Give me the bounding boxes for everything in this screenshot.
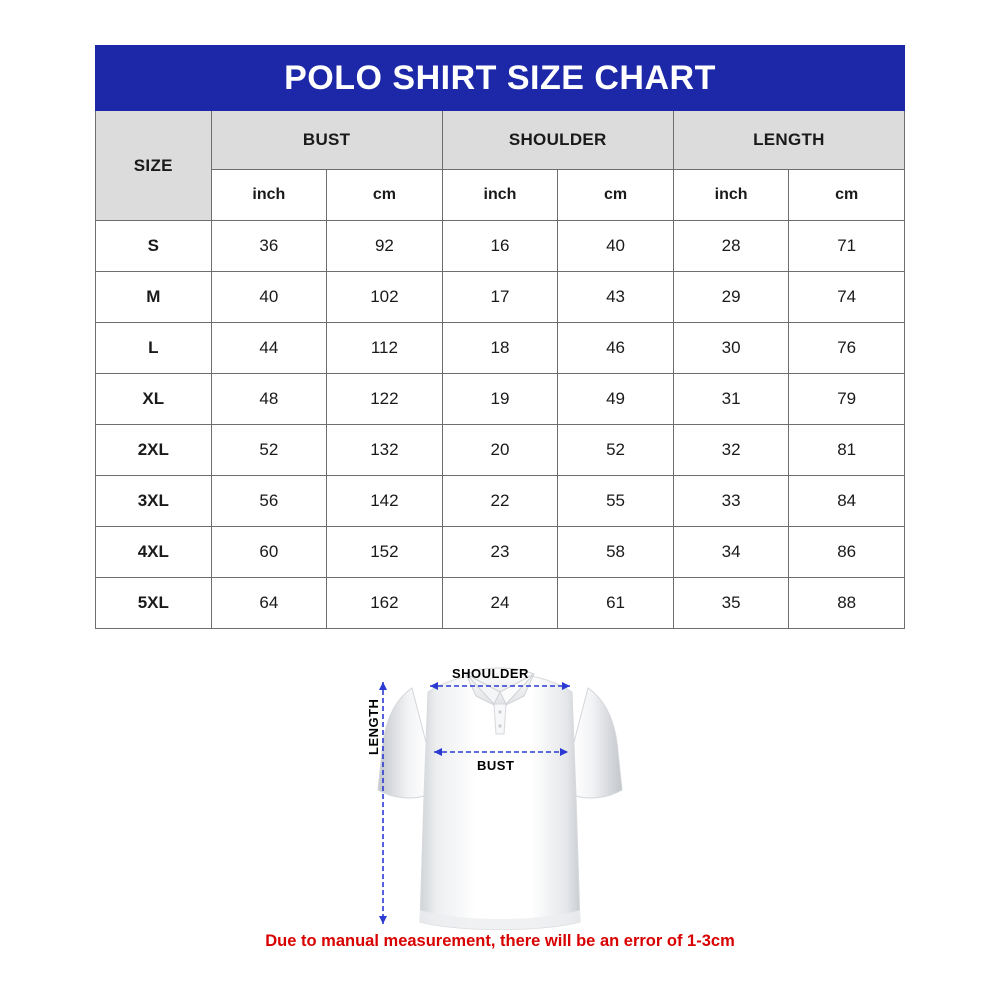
cell-length-cm: 76 xyxy=(789,323,905,374)
cell-size: 2XL xyxy=(96,425,212,476)
cell-bust-cm: 142 xyxy=(327,476,443,527)
cell-shoulder-cm: 52 xyxy=(558,425,674,476)
cell-length-cm: 79 xyxy=(789,374,905,425)
unit-header-row xyxy=(96,170,905,221)
cell-bust-cm: 122 xyxy=(327,374,443,425)
table-row xyxy=(96,425,905,476)
table-row xyxy=(96,221,905,272)
unit-bust-cm: cm xyxy=(327,170,443,221)
unit-bust-inch: inch xyxy=(211,170,327,221)
header-shoulder: SHOULDER xyxy=(442,111,673,170)
cell-length-cm: 71 xyxy=(789,221,905,272)
cell-length-inch: 30 xyxy=(673,323,789,374)
cell-length-inch: 28 xyxy=(673,221,789,272)
cell-bust-inch: 44 xyxy=(211,323,327,374)
cell-shoulder-cm: 61 xyxy=(558,578,674,629)
cell-length-inch: 32 xyxy=(673,425,789,476)
cell-size: L xyxy=(96,323,212,374)
cell-bust-inch: 48 xyxy=(211,374,327,425)
cell-shoulder-cm: 40 xyxy=(558,221,674,272)
cell-length-inch: 34 xyxy=(673,527,789,578)
cell-bust-cm: 92 xyxy=(327,221,443,272)
header-size: SIZE xyxy=(96,111,212,221)
unit-shoulder-cm: cm xyxy=(558,170,674,221)
cell-size: M xyxy=(96,272,212,323)
cell-shoulder-inch: 18 xyxy=(442,323,558,374)
cell-bust-inch: 40 xyxy=(211,272,327,323)
header-length: LENGTH xyxy=(673,111,904,170)
table-row xyxy=(96,578,905,629)
cell-length-inch: 31 xyxy=(673,374,789,425)
cell-bust-inch: 60 xyxy=(211,527,327,578)
measurement-note: Due to manual measurement, there will be an error of 1-3cm xyxy=(265,932,735,950)
unit-length-inch: inch xyxy=(673,170,789,221)
cell-bust-inch: 56 xyxy=(211,476,327,527)
cell-shoulder-cm: 43 xyxy=(558,272,674,323)
cell-length-cm: 74 xyxy=(789,272,905,323)
cell-bust-inch: 64 xyxy=(211,578,327,629)
cell-bust-inch: 36 xyxy=(211,221,327,272)
header-bust: BUST xyxy=(211,111,442,170)
cell-bust-cm: 162 xyxy=(327,578,443,629)
shoulder-measure-label: SHOULDER xyxy=(452,666,529,681)
cell-size: 5XL xyxy=(96,578,212,629)
cell-shoulder-inch: 22 xyxy=(442,476,558,527)
cell-shoulder-inch: 24 xyxy=(442,578,558,629)
cell-bust-cm: 112 xyxy=(327,323,443,374)
table-row xyxy=(96,272,905,323)
cell-shoulder-cm: 55 xyxy=(558,476,674,527)
cell-shoulder-cm: 49 xyxy=(558,374,674,425)
cell-length-inch: 33 xyxy=(673,476,789,527)
cell-shoulder-cm: 46 xyxy=(558,323,674,374)
cell-length-cm: 88 xyxy=(789,578,905,629)
cell-shoulder-inch: 20 xyxy=(442,425,558,476)
cell-shoulder-inch: 17 xyxy=(442,272,558,323)
cell-shoulder-inch: 16 xyxy=(442,221,558,272)
cell-length-inch: 35 xyxy=(673,578,789,629)
unit-length-cm: cm xyxy=(789,170,905,221)
cell-bust-inch: 52 xyxy=(211,425,327,476)
bust-measure-label: BUST xyxy=(477,758,515,773)
length-measure-label: LENGTH xyxy=(366,698,381,755)
chart-title-row xyxy=(96,46,905,111)
size-chart-table xyxy=(95,45,905,629)
table-row xyxy=(96,476,905,527)
cell-shoulder-inch: 19 xyxy=(442,374,558,425)
cell-size: XL xyxy=(96,374,212,425)
cell-size: 3XL xyxy=(96,476,212,527)
cell-bust-cm: 102 xyxy=(327,272,443,323)
cell-shoulder-inch: 23 xyxy=(442,527,558,578)
cell-size: 4XL xyxy=(96,527,212,578)
cell-length-cm: 81 xyxy=(789,425,905,476)
size-chart-container xyxy=(95,45,905,629)
group-header-row xyxy=(96,111,905,170)
cell-length-inch: 29 xyxy=(673,272,789,323)
cell-length-cm: 86 xyxy=(789,527,905,578)
cell-shoulder-cm: 58 xyxy=(558,527,674,578)
cell-bust-cm: 152 xyxy=(327,527,443,578)
cell-length-cm: 84 xyxy=(789,476,905,527)
page-title: POLO SHIRT SIZE CHART xyxy=(96,46,905,111)
cell-bust-cm: 132 xyxy=(327,425,443,476)
table-row xyxy=(96,374,905,425)
cell-size: S xyxy=(96,221,212,272)
unit-shoulder-inch: inch xyxy=(442,170,558,221)
table-row xyxy=(96,323,905,374)
table-row xyxy=(96,527,905,578)
